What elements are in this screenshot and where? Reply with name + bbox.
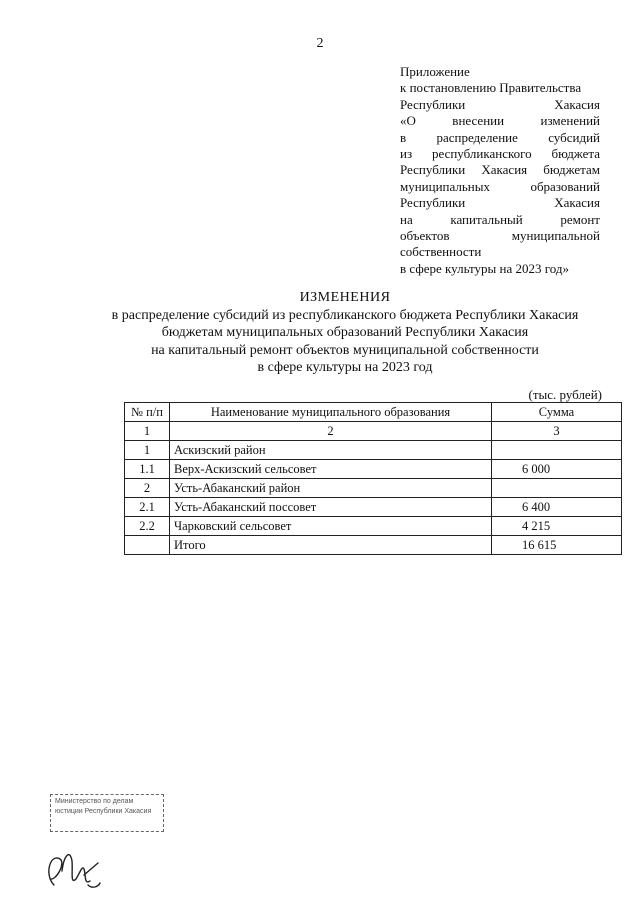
row-number: 2.2 (125, 517, 170, 536)
table-row (125, 479, 622, 498)
table-row (125, 460, 622, 479)
header-number: № п/п (125, 403, 170, 422)
table-total-row (125, 536, 622, 555)
title-line: бюджетам муниципальных образований Республики Хакасия (161, 325, 529, 340)
table-row (125, 498, 622, 517)
appendix-line: Приложение (400, 64, 470, 79)
title-line: в распределение субсидий из республиканского бюджета Республики Хакасия (111, 307, 579, 323)
header-municipality: Наименование муниципального образования (170, 403, 492, 422)
row-name: Итого (170, 536, 492, 555)
appendix-line: Республики Хакасия бюджетам (400, 162, 600, 178)
row-number (125, 536, 170, 555)
table-numbering-row (125, 422, 622, 441)
row-name: Усть-Абаканский поссовет (170, 498, 492, 517)
title-line: на капитальный ремонт объектов муниципальной собственности (151, 342, 539, 358)
appendix-line: к постановлению Правительства (400, 80, 582, 96)
stamp-line: Министерство по делам (55, 798, 134, 805)
row-sum: 16 615 (492, 536, 622, 555)
row-name: Аскизский район (170, 441, 492, 460)
table-row (125, 517, 622, 536)
title-heading: ИЗМЕНЕНИЯ (299, 290, 391, 305)
table-header-row (125, 403, 622, 422)
appendix-line: «О внесении изменений (400, 113, 600, 129)
numbering-cell: 1 (125, 422, 170, 441)
table-row (125, 441, 622, 460)
row-sum (492, 441, 622, 460)
appendix-line: в распределение субсидий (400, 129, 600, 145)
units-label: (тыс. рублей) (528, 387, 602, 402)
row-number: 2 (125, 479, 170, 498)
appendix-line: в сфере культуры на 2023 год» (400, 260, 569, 276)
appendix-line: муниципальных образований (400, 178, 600, 194)
row-sum: 6 000 (492, 460, 622, 479)
numbering-cell: 3 (492, 422, 622, 441)
appendix-line: из республиканского бюджета (400, 146, 600, 162)
numbering-cell: 2 (170, 422, 492, 441)
signature-icon (40, 845, 110, 897)
appendix-line: Республики Хакасия (400, 195, 600, 211)
row-number: 2.1 (125, 498, 170, 517)
row-sum: 4 215 (492, 517, 622, 536)
header-sum: Сумма (492, 403, 622, 422)
stamp-line: юстиции Республики Хакасия (55, 808, 152, 815)
subsidies-table (124, 402, 622, 555)
title-line: в сфере культуры на 2023 год (257, 360, 433, 375)
row-name: Чарковский сельсовет (170, 517, 492, 536)
row-name: Верх-Аскизский сельсовет (170, 460, 492, 479)
row-name: Усть-Абаканский район (170, 479, 492, 498)
appendix-line: объектов муниципальной (400, 228, 600, 244)
row-number: 1.1 (125, 460, 170, 479)
appendix-line: Республики Хакасия (400, 96, 600, 112)
row-number: 1 (125, 441, 170, 460)
document-stamp (50, 794, 164, 832)
row-sum: 6 400 (492, 498, 622, 517)
appendix-line: на капитальный ремонт (400, 211, 600, 227)
document-title (60, 289, 630, 377)
appendix-line: собственности (400, 244, 482, 260)
page-number: 2 (316, 36, 324, 51)
appendix-block (400, 64, 600, 277)
row-sum (492, 479, 622, 498)
